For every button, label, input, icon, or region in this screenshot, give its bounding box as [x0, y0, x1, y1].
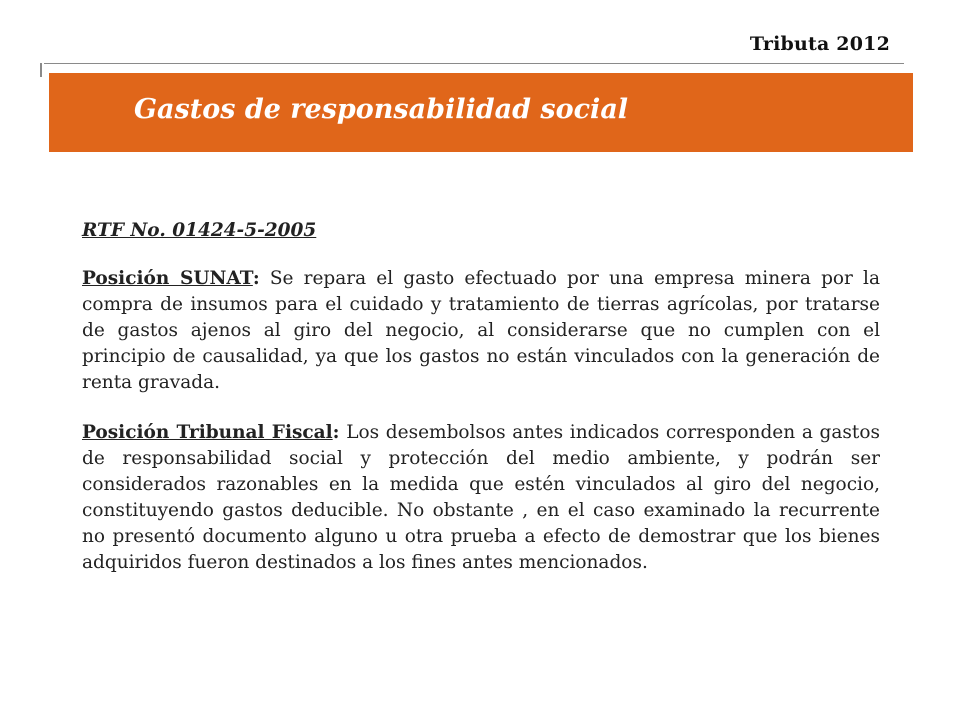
- header-divider: [44, 63, 904, 64]
- header-divider-tick: [40, 63, 42, 77]
- tribunal-label: Posición Tribunal Fiscal: [82, 422, 333, 443]
- rtf-reference: RTF No. 01424-5-2005: [82, 220, 317, 241]
- header-tag: Tributa 2012: [749, 33, 890, 55]
- sunat-label: Posición SUNAT: [82, 268, 253, 289]
- sunat-colon: :: [252, 268, 260, 289]
- title-band: [49, 73, 913, 152]
- tribunal-paragraph: [82, 420, 880, 576]
- content-body: [82, 218, 880, 600]
- sunat-text: Se repara el gasto efectuado por una empresa minera por la compra de insumos para el cuidado y tratamiento de tierras agrícolas, por tratarse de gastos ajenos al giro del negocio, al considerarse que no cumplen con el principio de causalidad, ya que los gastos no están vinculados con la generación de renta gravada.: [82, 268, 880, 393]
- sunat-paragraph: [82, 266, 880, 396]
- tribunal-colon: :: [332, 422, 340, 443]
- tribunal-text: Los desembolsos antes indicados corresponden a gastos de responsabilidad social y protección del medio ambiente, y podrán ser considerados razonables en la medida que estén vinculados al giro del negocio, constituyendo gastos deducible. No obstante , en el caso examinado la recurrente no presentó documento alguno u otra prueba a efecto de demostrar que los bienes adquiridos fueron destinados a los fines antes mencionados.: [82, 422, 880, 573]
- slide-title: Gastos de responsabilidad social: [134, 94, 629, 125]
